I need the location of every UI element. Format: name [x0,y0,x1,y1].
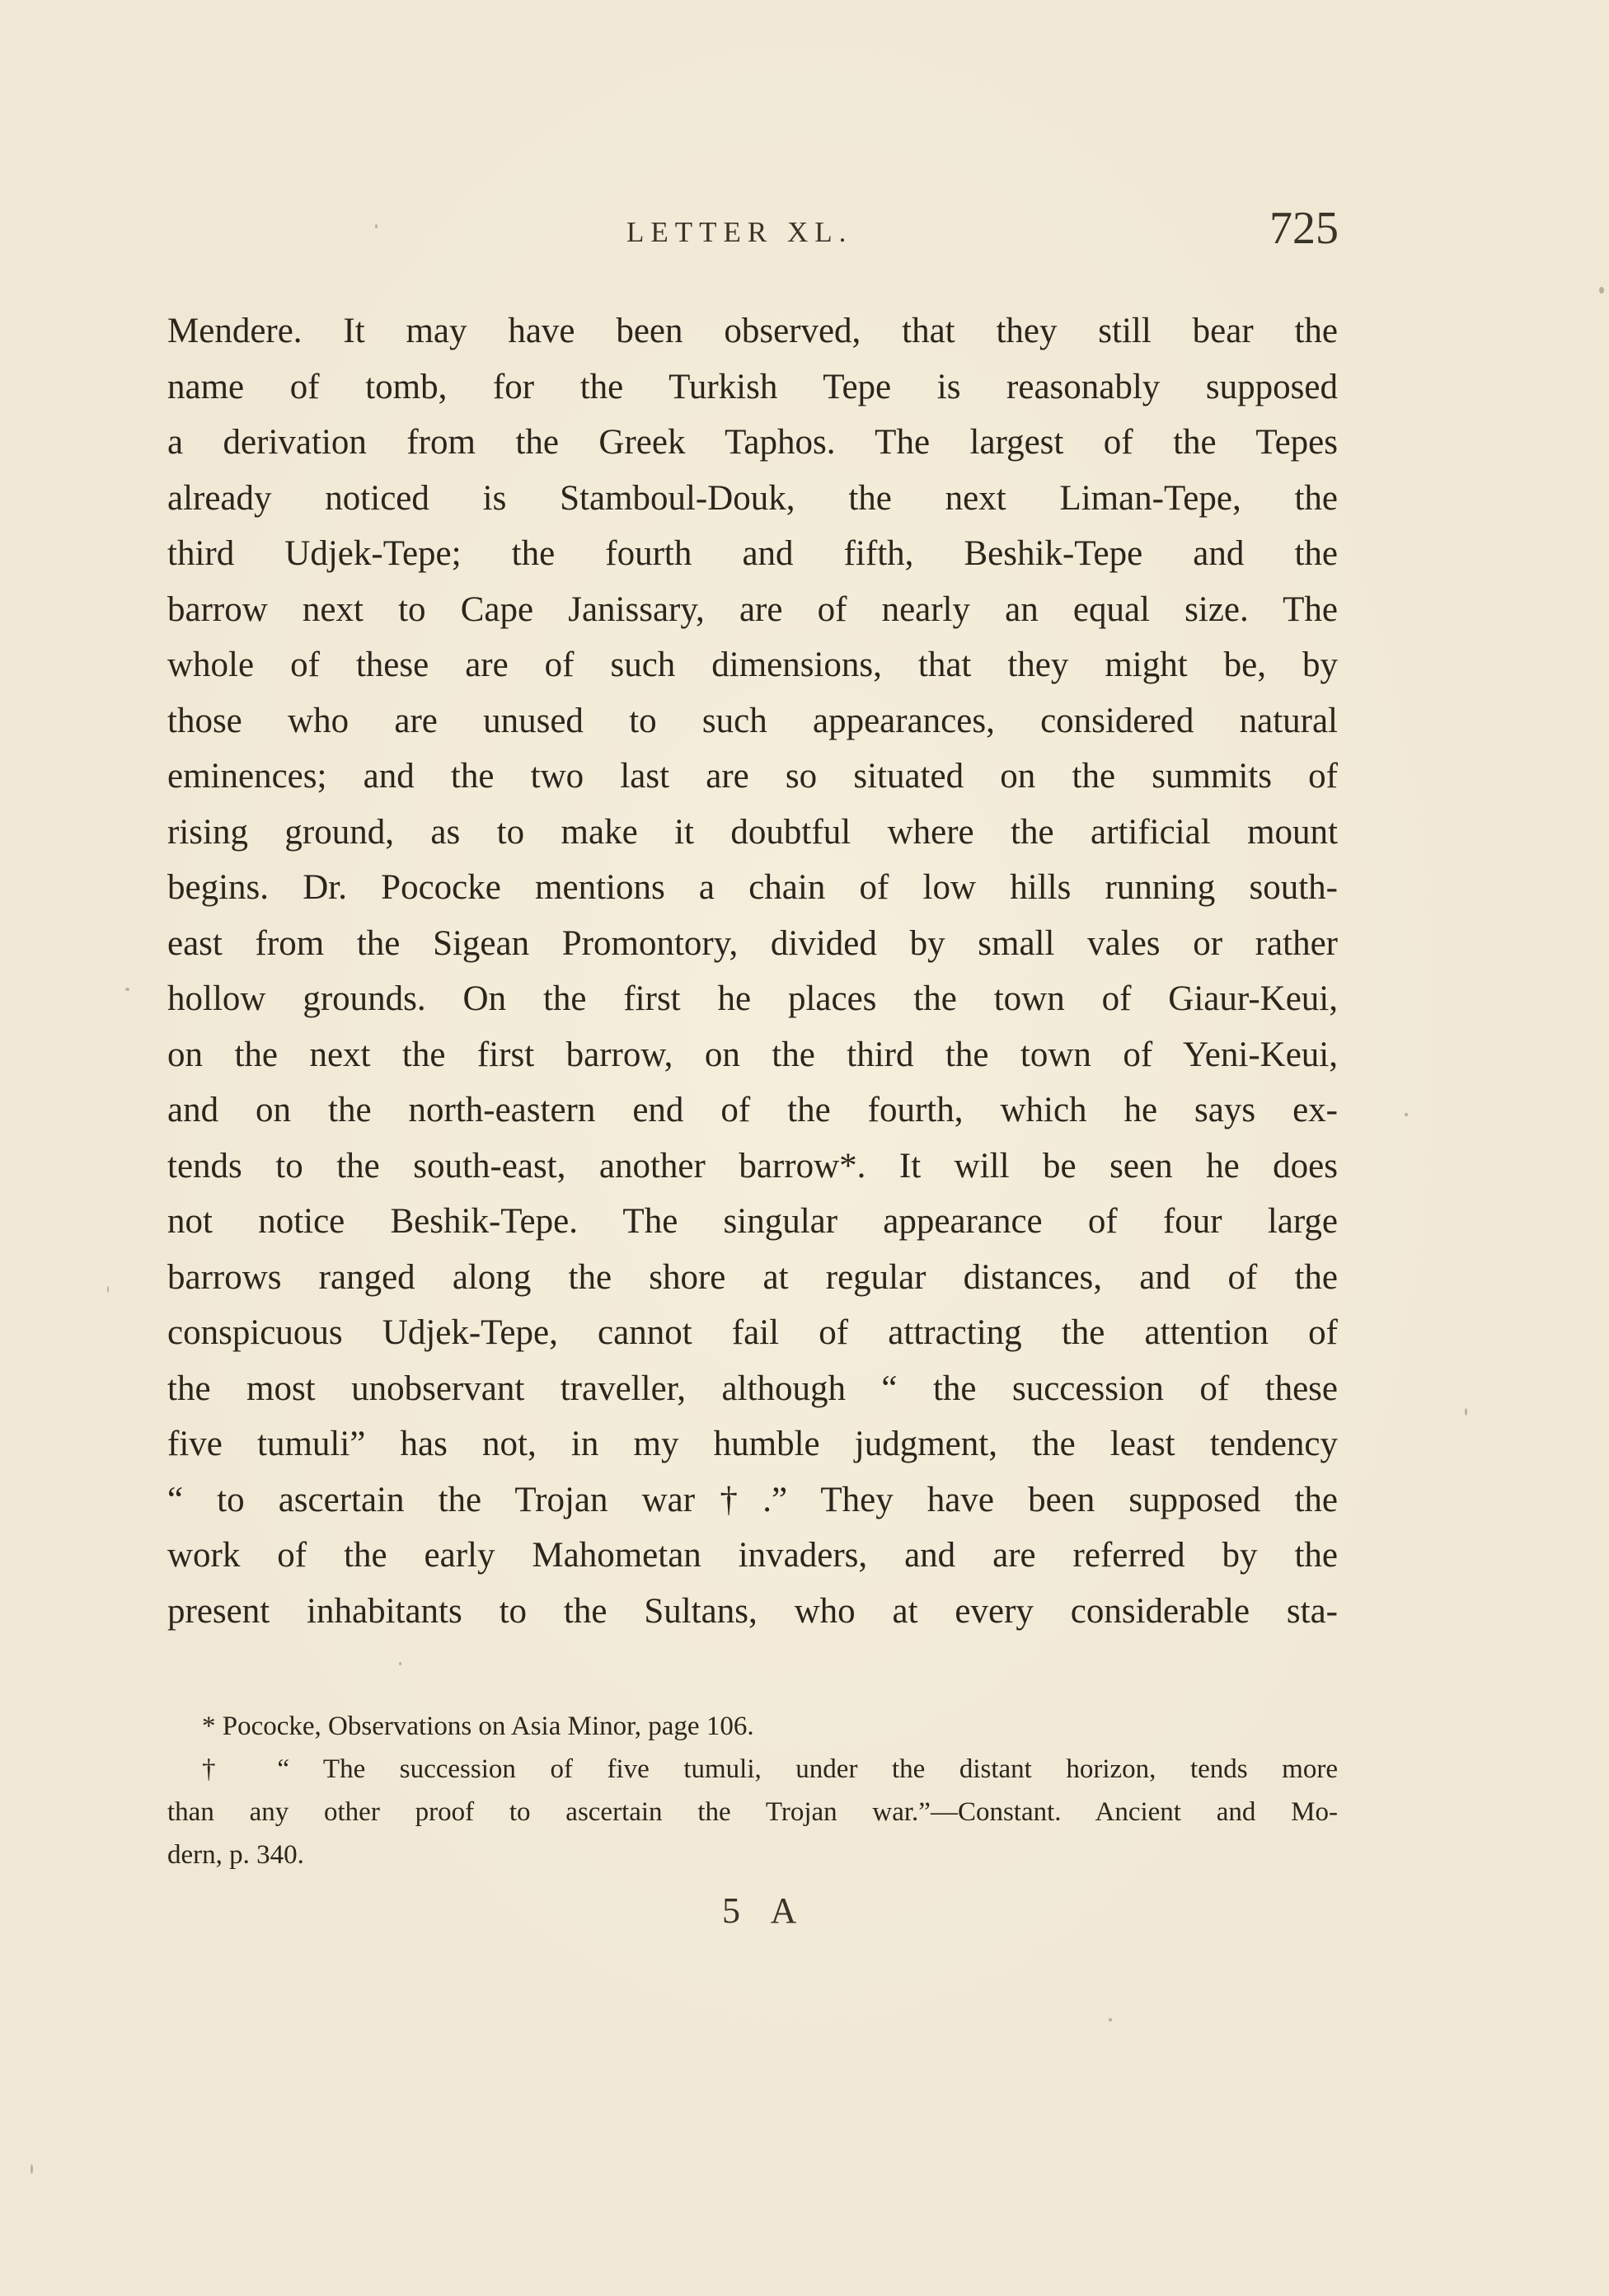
footnote-constant-end: dern, p. 340. [167,1840,304,1870]
page-number: 725 [1269,203,1339,254]
paper-speck [1465,1408,1467,1416]
body-line: tends to the south-east, another barrow*. It will be seen he does [167,1146,1338,1186]
paper-speck [107,1286,109,1293]
signature-mark: 5 A [722,1890,809,1931]
paper-speck [30,2164,33,2174]
body-line: eminences; and the two last are so situated on the summits of [167,757,1338,796]
body-line: “ to ascertain the Trojan war†.” They have been supposed the [167,1480,1338,1519]
body-line: third Udjek-Tepe; the fourth and fifth, Beshik-Tepe and the [167,534,1338,573]
footnote-pococke: * Pococke, Observations on Asia Minor, page 106. [202,1711,754,1741]
paper-speck [1405,1113,1408,1116]
body-line: barrow next to Cape Janissary, are of nearly an equal size. The [167,589,1338,629]
body-line: barrows ranged along the shore at regular distances, and of the [167,1257,1338,1297]
body-line: conspicuous Udjek-Tepe, cannot fail of attracting the attention of [167,1313,1338,1352]
body-line: and on the north-eastern end of the fourth, which he says ex- [167,1091,1338,1129]
paper-speck [125,988,129,991]
body-line: not notice Beshik-Tepe. The singular appearance of four large [167,1202,1338,1241]
paper-speck [399,1662,401,1665]
running-head: LETTER XL. [626,216,853,248]
paper-speck [1109,2018,1112,2021]
body-line: name of tomb, for the Turkish Tepe is reasonably supposed [167,367,1338,406]
body-line: present inhabitants to the Sultans, who at every considerable sta- [167,1591,1338,1631]
paper-speck [375,224,378,228]
body-line: rising ground, as to make it doubtful where the artificial mount [167,812,1338,852]
body-line: east from the Sigean Promontory, divided by small vales or rather [167,923,1338,963]
body-line: whole of these are of such dimensions, that they might be, by [167,646,1338,684]
body-line: those who are unused to such appearances, considered natural [167,701,1338,740]
body-line: already noticed is Stamboul-Douk, the next Liman-Tepe, the [167,478,1338,518]
footnote-constant-continued: than any other proof to ascertain the Trojan war.”—Constant. Ancient and Mo- [167,1797,1338,1827]
body-line: five tumuli” has not, in my humble judgment, the least tendency [167,1425,1338,1463]
body-text [167,303,1338,1639]
body-line: on the next the first barrow, on the third the town of Yeni-Keui, [167,1035,1338,1074]
body-line: a derivation from the Greek Taphos. The largest of the Tepes [167,423,1338,462]
body-line: Mendere. It may have been observed, that they still bear the [167,312,1338,350]
footnote-constant: † “ The succession of five tumuli, under the distant horizon, tends more [202,1754,1338,1784]
body-line: begins. Dr. Pococke mentions a chain of low hills running south- [167,868,1338,907]
paper-speck [1599,287,1604,293]
footnotes [167,1705,1338,1876]
body-line: work of the early Mahometan invaders, and are referred by the [167,1536,1338,1575]
body-line: the most unobservant traveller, although “ the succession of these [167,1369,1338,1408]
body-line: hollow grounds. On the first he places the town of Giaur-Keui, [167,979,1338,1018]
